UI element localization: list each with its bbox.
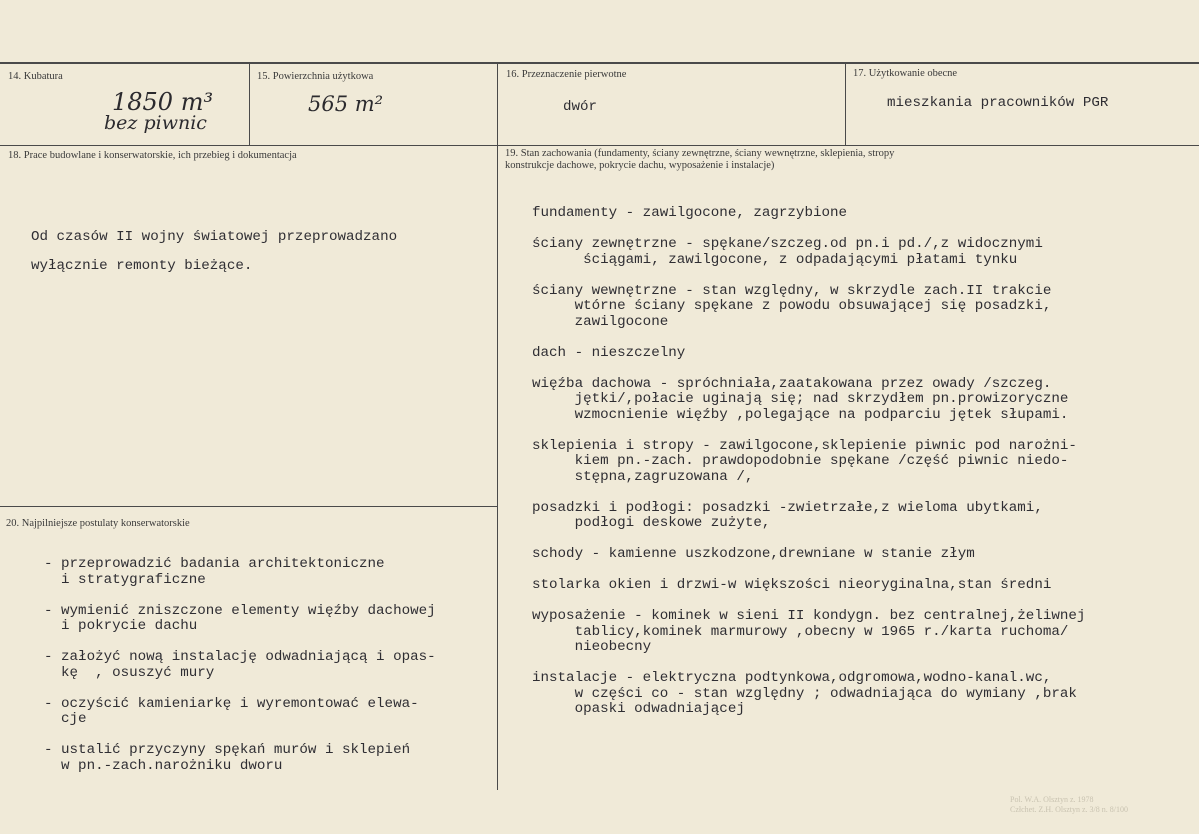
field-16-value: dwór [563, 99, 598, 115]
field-19-value: fundamenty - zawilgocone, zagrzybione ściany zewnętrzne - spękane/szczeg.od pn.i pd./,z widocznymi ściągami, zawilgocone, z odpadającymi płatami tynku ściany wewnętrzne - stan względny, w skrzydle zach.II trakcie wtórne ściany spękane z powodu obsuwającej się posadzki, zawilgocone dach - nieszczelny więźba dachowa - spróchniała,zaatakowana przez owady /szczeg. jętki/,połacie uginają się; nad skrzydłem pn.prowizoryczne wzmocnienie więźby ,polegające na podparciu jętek słupami. sklepienia i stropy - zawilgocone,sklepienie piwnic pod narożni- kiem pn.-zach. prawdopodobnie spękane /część piwnic niedo- stępna,zagruzowana /, posadzki i podłogi: posadzki -zwietrzałe,z wieloma ubytkami, podłogi deskowe zużyte, schody - kamienne uszkodzone,drewniane w stanie złym stolarka okien i drzwi-w większości nieoryginalna,stan średni wyposażenie - kominek w sieni II kondygn. bez centralnej,żeliwnej tablicy,kominek marmurowy ,obecny w 1965 r./karta ruchoma/ nieobecny instalacje - elektryczna podtynkowa,odgromowa,wodno-kanal.wc, w części co - stan względny ; odwadniająca do wymiany ,brak opaski odwadniającej [532, 205, 1086, 717]
field-16-label: 16. Przeznaczenie pierwotne [506, 69, 627, 80]
field-17-label: 17. Użytkowanie obecne [853, 68, 958, 79]
field-20-value: - przeprowadzić badania architektoniczne i stratygraficzne - wymienić zniszczone elementy więźby dachowej i pokrycie dachu - założyć nową instalację odwadniającą i opas- kę , osuszyć mury - oczyścić kamieniarkę i wyremontować elewa- cje - ustalić przyczyny spękań murów i sklepień w pn.-zach.narożniku dworu [44, 556, 436, 774]
printer-imprint: Pol. W.A. Olsztyn z. 1978 Człchet. Z.H. Olsztyn z. 3/8 n. 8/100 [1010, 795, 1128, 814]
top-border [0, 62, 1199, 64]
field-14-note: bez piwnic [104, 112, 207, 134]
field-14-value: 1850 m³ [112, 88, 214, 116]
field-18-value: Od czasów II wojny światowej przeprowadzano wyłącznie remonty bieżące. [31, 229, 398, 274]
divider-right-col [845, 63, 846, 145]
field-17-value: mieszkania pracowników PGR [887, 95, 1109, 111]
divider-left-col-1 [249, 63, 250, 145]
divider-center [497, 63, 498, 790]
left-section-divider [0, 506, 497, 507]
field-15-value: 565 m² [308, 92, 384, 116]
field-15-label: 15. Powierzchnia użytkowa [257, 71, 374, 82]
header-row-bottom [0, 145, 1199, 146]
field-20-label: 20. Najpilniejsze postulaty konserwatorskie [6, 518, 190, 529]
field-18-label: 18. Prace budowlane i konserwatorskie, ich przebieg i dokumentacja [8, 150, 297, 161]
field-19-label: 19. Stan zachowania (fundamenty, ściany zewnętrzne, ściany wewnętrzne, sklepienia, stropy konstrukcje dachowe, pokrycie dachu, wyposażenie i instalacje) [505, 148, 895, 171]
field-14-label: 14. Kubatura [8, 71, 63, 82]
